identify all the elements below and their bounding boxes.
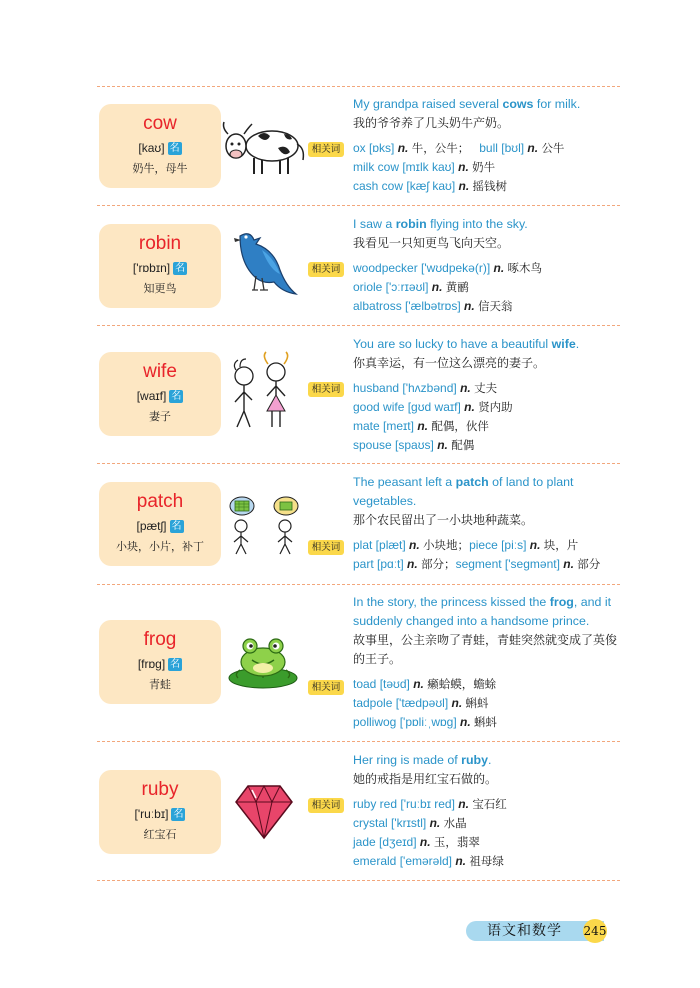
example-translation: 我的爷爷养了几头奶牛产奶。 [353, 116, 510, 130]
divider [97, 205, 620, 206]
word-card-robin [99, 224, 221, 308]
related-word: polliwog ['pɒliːˌwɒg] n. 蝌蚪 [353, 715, 498, 729]
meaning: 知更鸟 [143, 282, 177, 295]
word-card-patch [99, 482, 221, 566]
related-word: ruby red ['ruːbɪ red] n. 宝石红 [353, 797, 507, 811]
related-word: part [pɑːt] n. 部分；segment ['segmənt] n. 部分 [353, 557, 601, 571]
related-words-badge: 相关词 [308, 540, 344, 555]
word-card-cow [99, 104, 221, 188]
phonetic: [kaʊ] [138, 141, 165, 155]
divider [97, 584, 620, 585]
example-block [353, 215, 621, 316]
related-words-badge: 相关词 [308, 382, 344, 397]
related-word: spouse [spaʊs] n. 配偶 [353, 438, 475, 452]
headword: patch [136, 491, 184, 512]
word-card-ruby [99, 770, 221, 854]
related-words-badge: 相关词 [308, 680, 344, 695]
divider [97, 325, 620, 326]
example-block [353, 335, 621, 455]
headword: cow [143, 113, 177, 134]
robin-illustration [232, 226, 298, 296]
patch-illustration [226, 494, 306, 556]
example-sentence: I saw a robin flying into the sky. [353, 217, 528, 231]
pos-badge: 名 [171, 391, 182, 402]
example-block [353, 751, 621, 871]
pos-badge: 名 [173, 809, 184, 820]
example-sentence: Her ring is made of ruby. [353, 753, 492, 767]
related-word: milk cow [mɪlk kaʊ] n. 奶牛 [353, 160, 496, 174]
page-number: 245 [583, 919, 607, 943]
related-word: emerald ['emərəld] n. 祖母绿 [353, 854, 504, 868]
related-words-badge: 相关词 [308, 262, 344, 277]
related-word: toad [təʊd] n. 癞蛤蟆，蟾蜍 [353, 677, 497, 691]
divider [97, 86, 620, 87]
phonetic: ['ruːbɪ] [134, 807, 169, 821]
related-word: good wife [gʊd waɪf] n. 贤内助 [353, 400, 513, 414]
divider [97, 880, 620, 881]
phonetic: [pætʃ] [136, 519, 167, 533]
related-word: plat [plæt] n. 小块地；piece [piːs] n. 块，片 [353, 538, 579, 552]
related-word: woodpecker ['wʊdpekə(r)] n. 啄木鸟 [353, 261, 543, 275]
divider [97, 463, 620, 464]
meaning: 红宝石 [143, 828, 177, 841]
example-block [353, 473, 621, 574]
meaning: 奶牛，母牛 [132, 162, 188, 175]
related-words-badge: 相关词 [308, 798, 344, 813]
divider [97, 741, 620, 742]
related-word: ox [ɒks] n. 牛，公牛； bull [bʊl] n. 公牛 [353, 141, 565, 155]
cow-illustration [222, 118, 308, 180]
example-translation: 你真幸运，有一位这么漂亮的妻子。 [353, 356, 546, 370]
meaning: 青蛙 [149, 678, 171, 691]
phonetic: [frɒg] [137, 657, 166, 671]
word-card-wife [99, 352, 221, 436]
pos-badge: 名 [171, 521, 182, 532]
related-word: jade [dʒeɪd] n. 玉，翡翠 [353, 835, 480, 849]
pos-badge: 名 [169, 143, 180, 154]
ruby-gem-illustration [234, 782, 294, 842]
phonetic: ['rɒbɪn] [132, 261, 171, 275]
example-sentence: You are so lucky to have a beautiful wife. [353, 337, 580, 351]
phonetic: [waɪf] [136, 389, 167, 403]
headword: ruby [141, 779, 179, 800]
related-word: cash cow [kæʃ kaʊ] n. 摇钱树 [353, 179, 508, 193]
example-translation: 我看见一只知更鸟飞向天空。 [353, 236, 510, 250]
related-word: tadpole ['tædpəʊl] n. 蝌蚪 [353, 696, 489, 710]
example-translation: 那个农民留出了一小块地种蔬菜。 [353, 513, 534, 527]
section-title: 语文和数学 [487, 923, 562, 939]
headword: robin [138, 233, 182, 254]
headword: frog [143, 629, 177, 650]
related-word: albatross ['ælbətrɒs] n. 信天翁 [353, 299, 513, 313]
example-block [353, 593, 621, 732]
meaning: 妻子 [149, 410, 171, 423]
related-word: crystal ['krɪstl] n. 水晶 [353, 816, 467, 830]
example-sentence: My grandpa raised several cows for milk. [353, 97, 581, 111]
example-translation: 她的戒指是用红宝石做的。 [353, 772, 498, 786]
related-words-badge: 相关词 [308, 142, 344, 157]
pos-badge: 名 [175, 263, 186, 274]
meaning: 小块，小片，补丁 [116, 540, 204, 553]
example-sentence: The peasant left a patch of land to plant vegetables. [353, 475, 574, 508]
related-word: oriole ['ɔːrɪəʊl] n. 黄鹂 [353, 280, 469, 294]
word-card-frog [99, 620, 221, 704]
related-word: mate [meɪt] n. 配偶，伙伴 [353, 419, 489, 433]
couple-illustration [226, 350, 302, 436]
headword: wife [143, 361, 177, 382]
related-word: husband ['hʌzbənd] n. 丈夫 [353, 381, 498, 395]
pos-badge: 名 [170, 659, 181, 670]
example-block [353, 95, 621, 196]
frog-illustration [226, 630, 300, 690]
example-sentence: In the story, the princess kissed the frog, and it suddenly changed into a handsome prince. [353, 595, 612, 628]
example-translation: 故事里，公主亲吻了青蛙，青蛙突然就变成了英俊的王子。 [353, 633, 618, 666]
